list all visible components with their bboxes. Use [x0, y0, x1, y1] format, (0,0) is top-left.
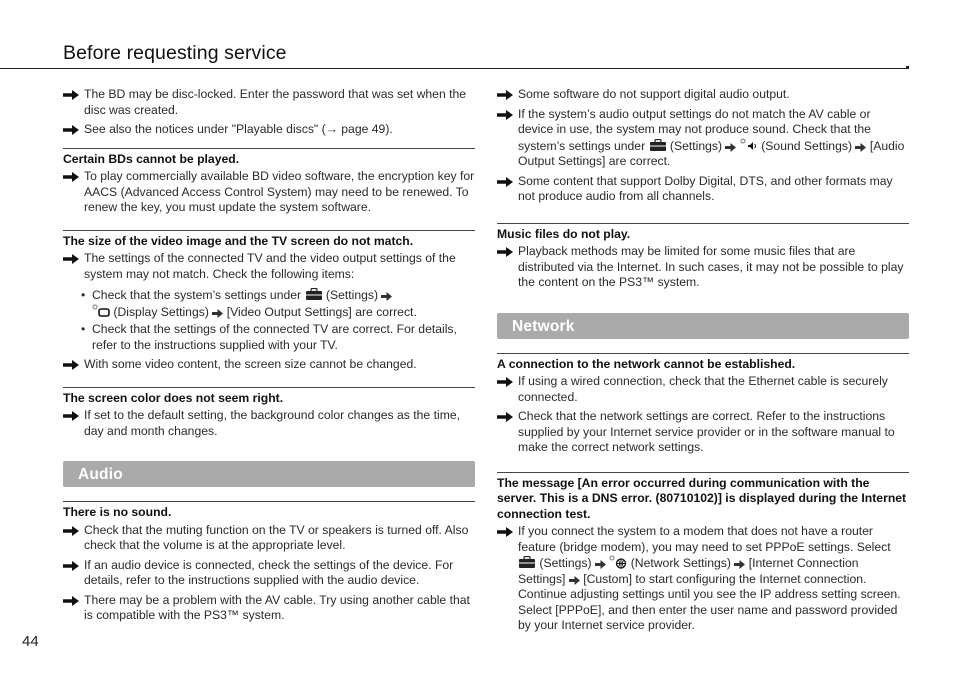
arrow-right-icon: [497, 90, 513, 100]
right-column: [497, 87, 909, 638]
list-item: Check that the network settings are correct. Refer to the instructions supplied by your Internet service provider or in the software manual to make the correct network settings.: [497, 409, 909, 456]
arrow-right-icon: [497, 110, 513, 120]
list-item: Check that the muting function on the TV or speakers is turned off. Also check that the volume is at the appropriate level.: [63, 523, 475, 554]
list-item: If using a wired connection, check that the Ethernet cable is securely connected.: [497, 374, 909, 405]
arrow-right-icon: [63, 561, 79, 571]
header-rule: [0, 68, 909, 69]
arrow-right-icon: [63, 125, 79, 135]
small-arrow-right-icon: [381, 292, 392, 301]
topic-heading: The screen color does not seem right.: [63, 387, 475, 407]
list-item: To play commercially available BD video software, the encryption key for AACS (Advanced Access Control System) may need to be renewed. To renew the key, you must update the system software.: [63, 169, 475, 216]
list-item: If the system’s audio output settings do not match the AV cable or device in use, the system may not produce sound. Check that the system’s settings under (Settings) (Sound Settings) [Audio Output Settings] are correct.: [497, 107, 909, 170]
arrow-right-icon: [63, 526, 79, 536]
small-arrow-right-icon: [725, 143, 736, 152]
small-arrow-right-icon: [734, 560, 745, 569]
arrow-right-icon: [497, 177, 513, 187]
arrow-right-icon: [497, 247, 513, 257]
small-arrow-right-icon: [569, 576, 580, 585]
small-arrow-right-icon: [212, 309, 223, 318]
list-item: There may be a problem with the AV cable. Try using another cable that is compatible with the PS3™ system.: [63, 593, 475, 624]
arrow-right-icon: [63, 90, 79, 100]
list-item: The BD may be disc-locked. Enter the password that was set when the disc was created.: [63, 87, 475, 118]
list-item: Some content that support Dolby Digital, DTS, and other formats may not produce audio from all channels.: [497, 174, 909, 205]
display-settings-icon: [92, 304, 110, 318]
list-item: The settings of the connected TV and the video output settings of the system may not match. Check the following items:: [63, 251, 475, 282]
list-item: With some video content, the screen size cannot be changed.: [63, 357, 475, 373]
sound-settings-icon: [740, 138, 758, 152]
topic-heading: The size of the video image and the TV screen do not match.: [63, 230, 475, 250]
list-item: If an audio device is connected, check the settings of the device. For details, refer to the instructions supplied with the audio device.: [63, 558, 475, 589]
list-item: See also the notices under "Playable discs" (→ page 49).: [63, 122, 475, 138]
section-header-audio: Audio: [63, 461, 475, 487]
page-title: Before requesting service: [63, 42, 287, 64]
arrow-right-icon: [63, 360, 79, 370]
list-item: Playback methods may be limited for some music files that are distributed via the Internet. In such cases, it may not be possible to play the content on the PS3™ system.: [497, 244, 909, 291]
toolbox-icon: [518, 556, 536, 569]
bullet-item: • Check that the settings of the connected TV are correct. For details, refer to the instructions supplied with your TV.: [81, 322, 457, 352]
topic-heading: A connection to the network cannot be established.: [497, 353, 909, 373]
arrow-right-icon: [497, 412, 513, 422]
arrow-right-icon: [63, 411, 79, 421]
arrow-right-icon: [497, 527, 513, 537]
small-arrow-right-icon: [595, 560, 606, 569]
toolbox-icon: [305, 288, 323, 301]
check-list: [81, 288, 475, 353]
topic-heading: The message [An error occurred during communication with the server. This is a DNS error. (80710102)] is displayed during the Internet connection test.: [497, 472, 909, 523]
header-rule-end-mark: [906, 66, 909, 69]
page-number: 44: [22, 633, 39, 650]
list-item: If set to the default setting, the background color changes as the time, day and month changes.: [63, 408, 475, 439]
arrow-right-icon: [497, 377, 513, 387]
toolbox-icon: [649, 139, 667, 152]
arrow-right-icon: [63, 172, 79, 182]
network-globe-icon: [609, 555, 627, 569]
arrow-right-icon: [63, 254, 79, 264]
arrow-right-icon: [63, 596, 79, 606]
list-item: If you connect the system to a modem that does not have a router feature (bridge modem), you may need to set PPPoE settings. Select (Settings) (Network Settings) [Internet Connection Settings] [Custom] to start configuring the Internet connection. Continue adjusting settings until you see the IP address setting screen. Select [PPPoE], and then enter the user name and password provided by your Internet service provider.: [497, 524, 909, 634]
section-header-network: Network: [497, 313, 909, 339]
left-column: [63, 87, 475, 628]
list-item: Some software do not support digital audio output.: [497, 87, 909, 103]
topic-heading: Certain BDs cannot be played.: [63, 148, 475, 168]
topic-heading: There is no sound.: [63, 501, 475, 521]
topic-heading: Music files do not play.: [497, 223, 909, 243]
bullet-item: • Check that the system’s settings under (Settings) (Display Settings) [Video Output Settings] are correct.: [81, 288, 417, 319]
small-arrow-right-icon: [855, 143, 866, 152]
